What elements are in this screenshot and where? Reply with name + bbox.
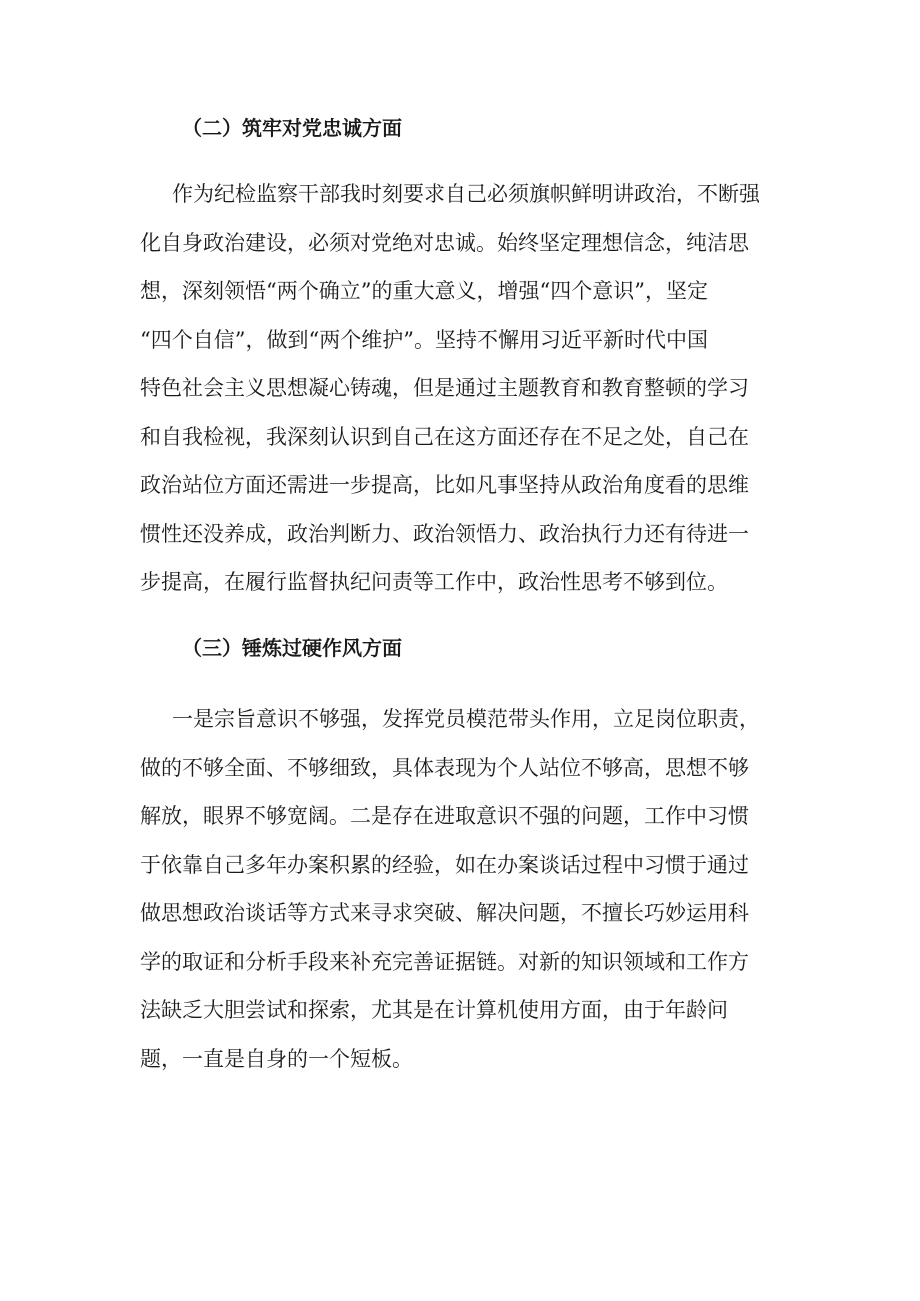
paragraph-line: 于依靠自己多年办案积累的经验，如在办案谈话过程中习惯于通过 [140,852,749,877]
paragraph-line: 解放，眼界不够宽阔。二是存在进取意识不强的问题，工作中习惯 [140,804,749,828]
paragraph-line: 学的取证和分析手段来补充完善证据链。对新的知识领域和工作方 [140,949,749,974]
paragraph-line: 惯性还没养成，政治判断力、政治领悟力、政治执行力还有待进一 [140,521,749,546]
paragraph-line: “四个自信”，做到“两个维护”。坚持不懈用习近平新时代中国 [140,327,708,352]
section-3-paragraph [140,695,780,1083]
paragraph-line: 化自身政治建设，必须对党绝对忠诚。始终坚定理想信念，纯洁思 [140,230,749,255]
paragraph-line: 和自我检视，我深刻认识到自己在这方面还存在不足之处，自己在 [140,424,749,449]
paragraph-line: 作为纪检监察干部我时刻要求自己必须旗帜鲜明讲政治，不断强 [172,182,760,206]
section-3-heading: （三）锤炼过硬作风方面 [182,636,402,660]
paragraph-line: 特色社会主义思想凝心铸魂，但是通过主题教育和教育整顿的学习 [140,376,749,400]
section-2-paragraph [140,170,780,607]
paragraph-line: 步提高，在履行监督执纪问责等工作中，政治性思考不够到位。 [140,570,728,594]
paragraph-line: 法缺乏大胆尝试和探索，尤其是在计算机使用方面，由于年龄问 [140,998,728,1022]
paragraph-line: 政治站位方面还需进一步提高，比如凡事坚持从政治角度看的思维 [140,473,749,497]
paragraph-line: 题，一直是自身的一个短板。 [140,1046,413,1071]
section-2-heading: （二）筑牢对党忠诚方面 [182,116,402,140]
paragraph-line: 想，深刻领悟“两个确立”的重大意义，增强“四个意识”，坚定 [140,279,708,303]
paragraph-line: 一是宗旨意识不够强，发挥党员模范带头作用，立足岗位职责， [172,707,760,731]
paragraph-line: 做思想政治谈话等方式来寻求突破、解决问题，不擅长巧妙运用科 [140,901,749,925]
paragraph-line: 做的不够全面、不够细致，具体表现为个人站位不够高，思想不够 [140,755,749,780]
